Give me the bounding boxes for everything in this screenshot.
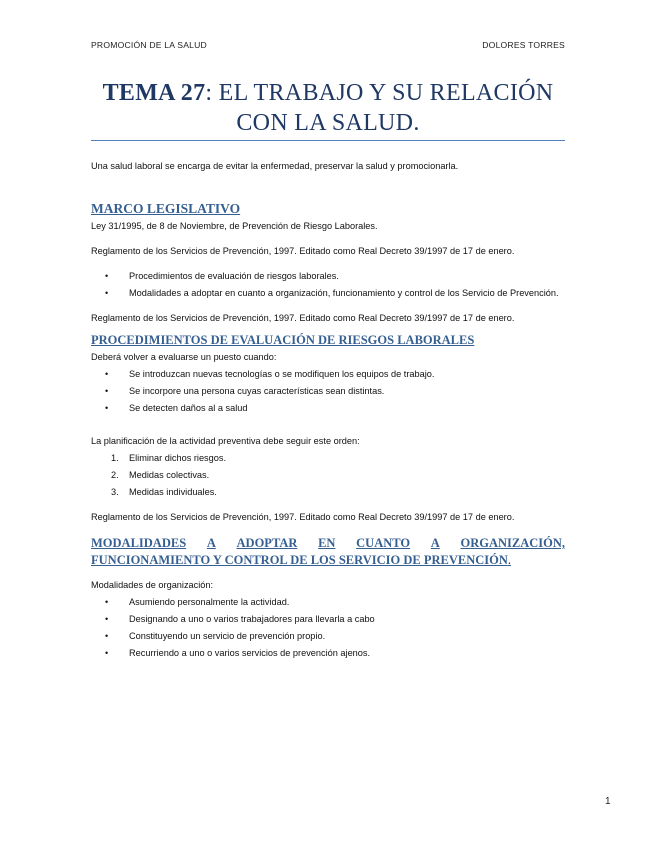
section-lead: Deberá volver a evaluarse un puesto cuando: [91, 352, 277, 362]
list-item: • Modalidades a adoptar en cuanto a organización, funcionamiento y control de los Servicio de Prevención. [91, 285, 565, 302]
bullet-icon: • [105, 288, 109, 298]
bullet-icon: • [105, 597, 109, 607]
header-left: PROMOCIÓN DE LA SALUD [91, 40, 207, 50]
section-heading-procedimientos: PROCEDIMIENTOS DE EVALUACIÓN DE RIESGOS LABORALES [91, 333, 475, 347]
heading-line-1: MODALIDADES A ADOPTAR EN CUANTO A ORGANIZACIÓN, [91, 536, 565, 550]
list-item: • Se introduzcan nuevas tecnologías o se modifiquen los equipos de trabajo. [91, 366, 565, 383]
marco-bullet-list [91, 268, 565, 302]
bullet-icon: • [105, 631, 109, 641]
list-item: 3. Medidas individuales. [111, 487, 217, 497]
title-rest: : EL TRABAJO Y SU RELACIÓN [205, 80, 554, 106]
document-title [91, 78, 565, 138]
planning-paragraph: La planificación de la actividad preventiva debe seguir este orden: [91, 436, 360, 446]
reglamento-paragraph: Reglamento de los Servicios de Prevención, 1997. Editado como Real Decreto 39/1997 de 17 de enero. [91, 313, 515, 323]
modalidades-bullet-list [91, 594, 565, 662]
section-lead: Modalidades de organización: [91, 580, 214, 590]
section-heading-modalidades [91, 535, 565, 569]
list-item: • Asumiendo personalmente la actividad. [91, 594, 565, 611]
list-item: • Recurriendo a uno o varios servicios de prevención ajenos. [91, 645, 565, 662]
title-divider [91, 140, 565, 141]
title-line-2: CON LA SALUD. [236, 110, 420, 136]
list-item: • Se incorpore una persona cuyas características sean distintas. [91, 383, 565, 400]
planning-ordered-list [91, 450, 565, 501]
bullet-icon: • [105, 648, 109, 658]
list-item: • Procedimientos de evaluación de riesgos laborales. [91, 268, 565, 285]
header-right: DOLORES TORRES [482, 40, 565, 50]
procedimientos-bullet-list [91, 366, 565, 417]
page-header [91, 40, 565, 50]
document-body [91, 158, 565, 662]
bullet-icon: • [105, 614, 109, 624]
reglamento-paragraph: Reglamento de los Servicios de Prevención, 1997. Editado como Real Decreto 39/1997 de 17 de enero. [91, 512, 515, 522]
section-heading-marco-legislativo: MARCO LEGISLATIVO [91, 201, 241, 216]
reglamento-paragraph: Reglamento de los Servicios de Prevención, 1997. Editado como Real Decreto 39/1997 de 17 de enero. [91, 246, 515, 256]
law-reference: Ley 31/1995, de 8 de Noviembre, de Prevención de Riesgo Laborales. [91, 221, 378, 231]
bullet-icon: • [105, 386, 109, 396]
bullet-icon: • [105, 403, 109, 413]
list-item: 1. Eliminar dichos riesgos. [111, 453, 227, 463]
list-item: • Se detecten daños al a salud [91, 400, 565, 417]
list-item: 2. Medidas colectivas. [111, 470, 210, 480]
title-line-1 [91, 78, 565, 108]
list-item: • Designando a uno o varios trabajadores para llevarla a cabo [91, 611, 565, 628]
list-item: • Constituyendo un servicio de prevención propio. [91, 628, 565, 645]
page-number: 1 [605, 796, 611, 807]
title-bold: TEMA 27 [102, 80, 206, 106]
bullet-icon: • [105, 271, 109, 281]
bullet-icon: • [105, 369, 109, 379]
heading-line-2: FUNCIONAMIENTO Y CONTROL DE LOS SERVICIO DE PREVENCIÓN. [91, 553, 511, 567]
intro-paragraph: Una salud laboral se encarga de evitar la enfermedad, preservar la salud y promocionarla. [91, 161, 459, 171]
